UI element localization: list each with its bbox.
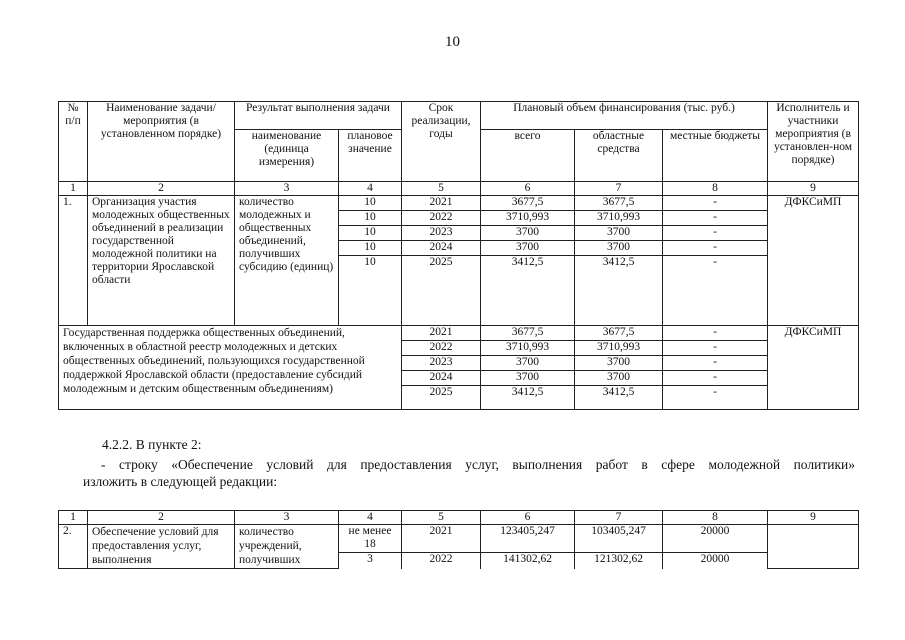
row-indicator: количество молодежных и общественных объединений, получивших субсидию (единиц) [235,196,339,326]
regional-value: 3700 [575,226,663,241]
header-num: № п/п [59,102,88,182]
local-value: - [663,211,768,226]
regional-value: 103405,247 [575,525,663,553]
col-number: 1 [59,182,88,196]
table-row [59,525,859,553]
table-row [59,326,859,341]
col-number: 2 [88,182,235,196]
col-number: 7 [575,511,663,525]
total-value: 3700 [481,226,575,241]
col-number: 6 [481,182,575,196]
local-value: - [663,241,768,256]
local-value: - [663,386,768,410]
col-number: 4 [339,182,402,196]
col-number: 4 [339,511,402,525]
col-number: 3 [235,511,339,525]
total-value: 3412,5 [481,256,575,326]
plan-value: 10 [339,211,402,226]
total-value: 3700 [481,356,575,371]
regional-value: 3412,5 [575,386,663,410]
local-value: 20000 [663,553,768,569]
local-value: - [663,226,768,241]
year: 2024 [402,371,481,386]
header-funding: Плановый объем финансирования (тыс. руб.) [481,102,768,130]
col-number: 7 [575,182,663,196]
year: 2023 [402,226,481,241]
row-num: 1. [59,196,88,326]
paragraph-clause: 4.2.2. В пункте 2: [102,437,202,452]
total-value: 141302,62 [481,553,575,569]
total-value: 3412,5 [481,386,575,410]
col-number: 5 [402,182,481,196]
col-number: 1 [59,511,88,525]
paragraph-line: изложить в следующей редакции: [83,474,278,489]
row-num: 2. [59,525,88,569]
col-number: 8 [663,182,768,196]
row2-executor: ДФКСиМП [768,326,859,410]
col-number: 9 [768,511,859,525]
total-value: 3700 [481,371,575,386]
header-result-plan: плановое значение [339,130,402,182]
total-value: 3677,5 [481,326,575,341]
year: 2024 [402,241,481,256]
plan-value: 10 [339,226,402,241]
col-number: 3 [235,182,339,196]
plan-value: не менее 18 [339,525,402,553]
total-value: 3710,993 [481,341,575,356]
page-number: 10 [445,34,460,50]
header-regional: областные средства [575,130,663,182]
regional-value: 121302,62 [575,553,663,569]
year: 2022 [402,341,481,356]
plan-value: 3 [339,553,402,569]
local-value: - [663,196,768,211]
regional-value: 3710,993 [575,341,663,356]
col-number: 5 [402,511,481,525]
header-local: местные бюджеты [663,130,768,182]
regional-value: 3700 [575,356,663,371]
local-value: - [663,356,768,371]
row-name: Организация участия молодежных общественных объединений в реализации государственной молодежной политики на территории Ярославской области [88,196,235,326]
local-value: - [663,371,768,386]
total-value: 3710,993 [481,211,575,226]
row2-name: Государственная поддержка общественных объединений, включенных в областной реестр молодежных и детских общественных объединений, пользующихся государственной поддержкой Ярославской области (предоставление субсидий молодежным и детским общественным объединениям) [59,326,402,410]
year: 2025 [402,256,481,326]
header-name: Наименование задачи/мероприятия (в установленном порядке) [88,102,235,182]
row-executor: ДФКСиМП [768,196,859,326]
regional-value: 3677,5 [575,196,663,211]
header-executor: Исполнитель и участники мероприятия (в установлен-ном порядке) [768,102,859,182]
regional-value: 3677,5 [575,326,663,341]
local-value: 20000 [663,525,768,553]
row-executor [768,525,859,569]
local-value: - [663,341,768,356]
plan-value: 10 [339,196,402,211]
regional-value: 3412,5 [575,256,663,326]
year: 2022 [402,553,481,569]
header-result: Результат выполнения задачи [235,102,402,130]
total-value: 123405,247 [481,525,575,553]
year: 2021 [402,326,481,341]
regional-value: 3710,993 [575,211,663,226]
header-total: всего [481,130,575,182]
header-result-name: наименование (единица измерения) [235,130,339,182]
year: 2023 [402,356,481,371]
plan-value: 10 [339,256,402,326]
paragraph-line: - строку «Обеспечение условий для предоставления услуг, выполнения работ в сфере молодежной политики» [101,457,855,472]
col-number: 8 [663,511,768,525]
local-value: - [663,256,768,326]
table-row [59,196,859,211]
row-indicator: количество учреждений, получивших [235,525,339,569]
year: 2021 [402,525,481,553]
header-period: Срок реализации, годы [402,102,481,182]
year: 2022 [402,211,481,226]
row-name: Обеспечение условий для предоставления услуг, выполнения [88,525,235,569]
regional-value: 3700 [575,371,663,386]
year: 2025 [402,386,481,410]
col-number: 2 [88,511,235,525]
year: 2021 [402,196,481,211]
funding-table [58,101,859,410]
total-value: 3700 [481,241,575,256]
funding-table-new-row [58,510,859,569]
plan-value: 10 [339,241,402,256]
col-number: 6 [481,511,575,525]
local-value: - [663,326,768,341]
total-value: 3677,5 [481,196,575,211]
col-number: 9 [768,182,859,196]
regional-value: 3700 [575,241,663,256]
